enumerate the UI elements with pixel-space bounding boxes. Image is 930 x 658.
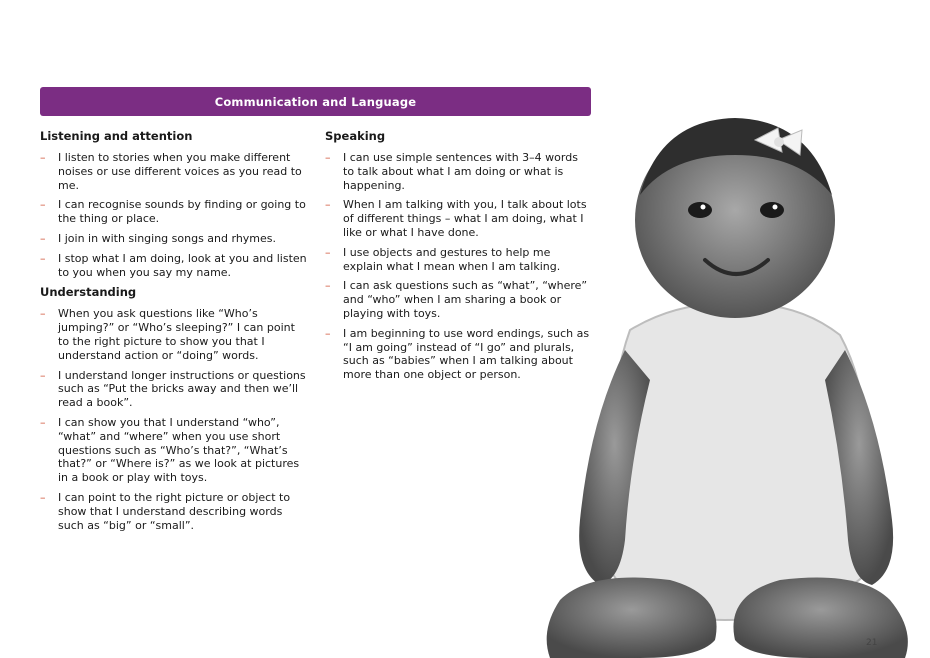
listening-heading: Listening and attention [40,129,193,143]
list-item: – I am beginning to use word endings, such as “I am going” instead of “I go” and plurals, such as “babies” when I am talking about more than one object or person. [325,326,590,382]
dash-bullet-icon: – [40,151,46,164]
section-banner [40,87,591,116]
list-item: – I use objects and gestures to help me explain what I mean when I am talking. [325,245,561,273]
list-item: – When you ask questions like “Who’s jumping?” or “Who’s sleeping?” I can point to the right picture to show you that I understand action or “doing” words. [40,307,295,362]
dash-bullet-icon: – [40,307,46,321]
dash-bullet-icon: – [325,151,331,164]
dash-bullet-icon: – [40,368,46,382]
dash-bullet-icon: – [325,245,331,259]
page-number: 21 [866,638,878,648]
dash-bullet-icon: – [325,198,331,212]
list-item: – I can use simple sentences with 3–4 words to talk about what I am doing or what is happening. [325,151,578,192]
list-item: – I join in with singing songs and rhymes. [40,231,277,245]
list-item: – When I am talking with you, I talk about lots of different things – what I am doing, what I like or what I have done. [325,198,587,239]
dash-bullet-icon: – [40,490,46,504]
section-title: Communication and Language [214,94,417,109]
speaking-heading: Speaking [325,129,386,143]
list-item: – I can ask questions such as “what”, “where” and “who” when I am sharing a book or playing with toys. [325,279,588,320]
list-item: – I can point to the right picture or object to show that I understand describing words such as “big” or “small”. [40,490,291,532]
dash-bullet-icon: – [40,231,46,245]
understanding-list [40,307,308,532]
list-item: – I can show you that I understand “who”, “what” and “where” when you use short questions such as “Who’s that?”, “What’s that?” or “Where is?” as we look at pictures in a book or play with toys. [40,415,300,485]
list-item: – I listen to stories when you make different noises or use different voices as you read to me. [40,151,302,192]
left-column [40,129,308,538]
list-item: – I stop what I am doing, look at you and listen to you when you say my name. [40,251,307,279]
list-item: – I understand longer instructions or questions such as “Put the bricks away and then we’ll read a book”. [40,368,306,410]
listening-list [40,151,308,279]
dash-bullet-icon: – [40,198,46,212]
dash-bullet-icon: – [40,415,46,429]
baby-photo [520,100,930,658]
dash-bullet-icon: – [325,326,331,340]
list-item: – I can recognise sounds by finding or going to the thing or place. [40,198,306,226]
dash-bullet-icon: – [325,279,331,293]
dash-bullet-icon: – [40,251,46,265]
understanding-heading: Understanding [40,285,137,300]
